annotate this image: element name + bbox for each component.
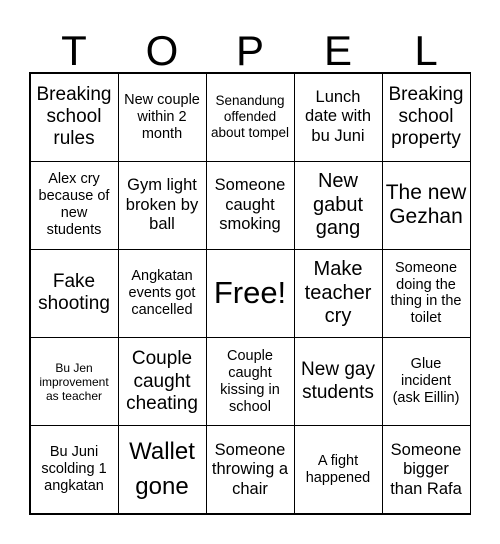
bingo-cell-text: Couple caught kissing in school — [220, 347, 280, 415]
title-letter-l: L — [414, 27, 438, 74]
bingo-cell-text: Breaking school rules — [36, 83, 112, 150]
bingo-cell-text: Lunch date with bu Juni — [304, 88, 372, 145]
bingo-cell[interactable] — [206, 73, 295, 162]
bingo-cell-text: New couple within 2 month — [124, 91, 200, 142]
bingo-cell[interactable] — [294, 161, 383, 250]
title-letter-o: O — [145, 27, 179, 74]
bingo-cell-text: Alex cry because of new students — [38, 171, 110, 239]
bingo-cell-text: Bu Jen improvement as teacher — [39, 360, 109, 403]
bingo-free-cell[interactable] — [206, 249, 295, 338]
bingo-cell-text: New gabut gang — [312, 170, 364, 239]
bingo-cell-text: Make teacher cry — [304, 258, 372, 328]
bingo-cell[interactable] — [382, 73, 471, 162]
bingo-cell-text: Wallet gone — [129, 438, 195, 500]
bingo-cell[interactable] — [30, 73, 119, 162]
title-letter-t: T — [61, 27, 87, 74]
bingo-cell-text: Bu Juni scolding 1 angkatan — [41, 444, 107, 495]
bingo-cell-text: Someone doing the thing in the toilet — [390, 259, 462, 327]
free-space-text: Free! — [213, 275, 287, 311]
bingo-cell-text: Senandung offended about tompel — [210, 93, 290, 140]
title-letter-e: E — [323, 27, 352, 74]
bingo-cell-text: Gym light broken by ball — [125, 176, 199, 233]
bingo-cell[interactable] — [382, 161, 471, 250]
bingo-cell-text: Someone caught smoking — [214, 176, 286, 233]
bingo-cell-text: Angkatan events got cancelled — [128, 268, 196, 318]
bingo-cell-text: New gay students — [301, 359, 375, 403]
bingo-cell[interactable] — [294, 249, 383, 338]
bingo-cell[interactable] — [118, 161, 207, 250]
bingo-grid — [29, 72, 471, 515]
bingo-cell[interactable] — [118, 73, 207, 162]
bingo-cell[interactable] — [382, 249, 471, 338]
bingo-cell-text: Someone bigger than Rafa — [390, 440, 462, 498]
bingo-cell[interactable] — [118, 337, 207, 426]
bingo-cell[interactable] — [294, 337, 383, 426]
bingo-cell-text: Fake shooting — [38, 271, 110, 315]
bingo-cell[interactable] — [30, 161, 119, 250]
bingo-cell[interactable] — [206, 337, 295, 426]
bingo-cell[interactable] — [294, 73, 383, 162]
bingo-cell-text: Glue incident (ask Eillin) — [392, 356, 460, 407]
bingo-cell[interactable] — [206, 161, 295, 250]
bingo-cell-text: The new Gezhan — [385, 180, 467, 229]
bingo-title — [30, 28, 470, 74]
bingo-cell[interactable] — [30, 337, 119, 426]
bingo-cell[interactable] — [294, 425, 383, 514]
bingo-cell[interactable] — [118, 249, 207, 338]
title-letter-p: P — [235, 27, 264, 74]
bingo-cell[interactable] — [382, 337, 471, 426]
bingo-cell[interactable] — [206, 425, 295, 514]
bingo-cell[interactable] — [30, 425, 119, 514]
bingo-cell-text: Couple caught cheating — [126, 348, 198, 414]
bingo-cell-text: Breaking school property — [388, 83, 464, 150]
bingo-cell[interactable] — [118, 425, 207, 514]
bingo-cell[interactable] — [30, 249, 119, 338]
bingo-cell-text: Someone throwing a chair — [211, 440, 289, 498]
bingo-cell-text: A fight happened — [305, 452, 371, 486]
bingo-cell[interactable] — [382, 425, 471, 514]
